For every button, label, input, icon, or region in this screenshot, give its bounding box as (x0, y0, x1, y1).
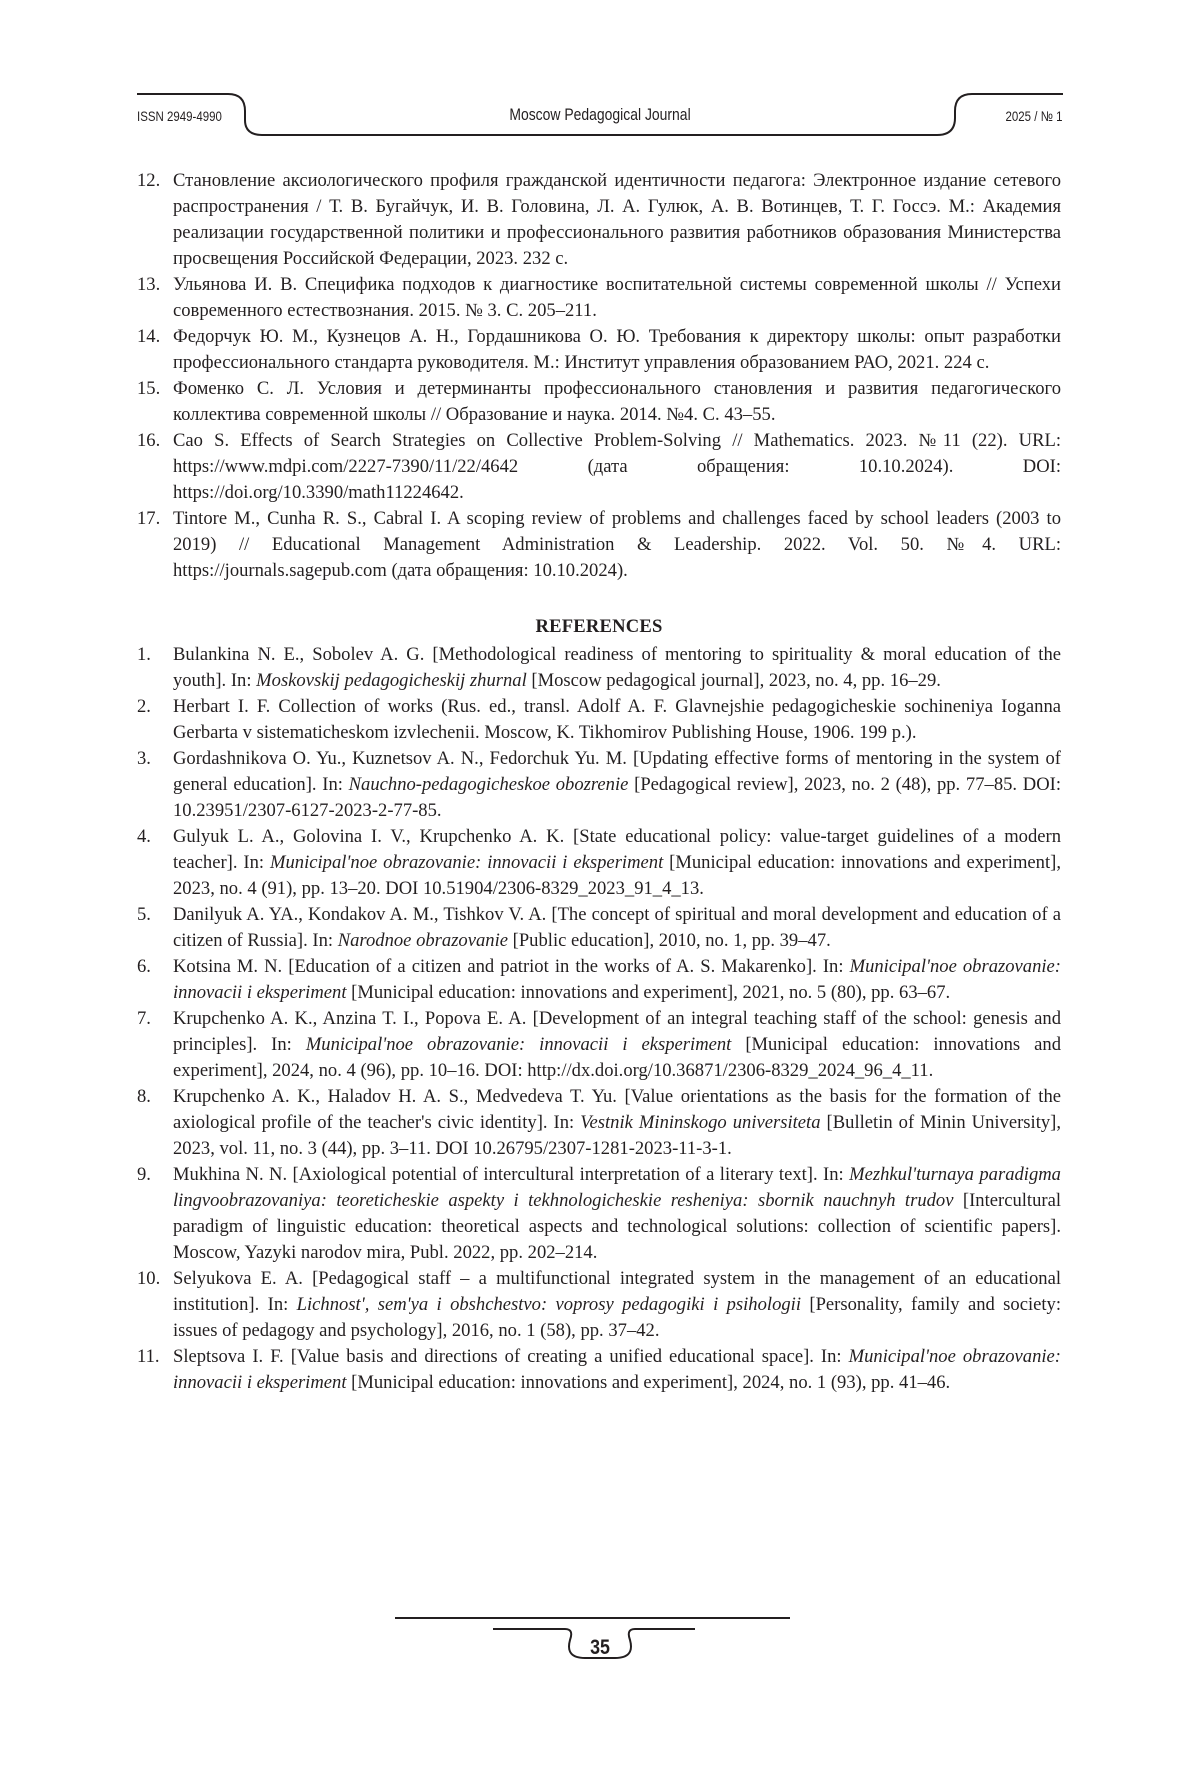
item-number: 14. (137, 324, 160, 350)
citation-text: [Intercultural paradigm of linguistic education: theoretical aspects and technological solutions: collection of scientific papers]. Moscow, Yazyki narodov mira, Publ. 2022, pp. 202–214. (173, 1190, 1061, 1263)
citation-text: [Municipal education: innovations and experiment], 2024, no. 4 (96), pp. 10–16. DOI: http://dx.doi.org/10.36871/2306-8329_2024_96_4_11. (173, 1034, 1061, 1081)
page-number: 35 (590, 1636, 610, 1660)
journal-title-italic: Nauchno-pedagogicheskoe obozrenie (349, 774, 629, 795)
reference-item (137, 954, 1061, 1006)
item-number: 13. (137, 272, 160, 298)
item-number: 6. (137, 954, 151, 980)
item-number: 15. (137, 376, 160, 402)
references-heading: REFERENCES (137, 614, 1061, 640)
journal-title-italic: Narodnoe obrazovanie (338, 930, 508, 951)
citation-text: [Municipal education: innovations and experiment], 2021, no. 5 (80), pp. 63–67. (347, 982, 951, 1003)
journal-title: Moscow Pedagogical Journal (509, 105, 690, 125)
citation-text: [Pedagogical review], 2023, no. 2 (48), pp. 77–85. DOI: 10.23951/2307-6127-2023-2-77-85. (173, 774, 1061, 821)
journal-title-italic: Municipal'noe obrazovanie: innovacii i eksperiment (173, 1346, 1061, 1393)
item-number: 16. (137, 428, 160, 454)
item-number: 12. (137, 168, 160, 194)
item-number: 7. (137, 1006, 151, 1032)
literature-item (137, 324, 1061, 376)
page-footer (0, 1600, 1200, 1680)
reference-item (137, 746, 1061, 824)
citation-text: Bulankina N. E., Sobolev A. G. [Methodological readiness of mentoring to spirituality & moral education of the youth]. In: (173, 644, 1061, 691)
citation-text: Sleptsova I. F. [Value basis and directions of creating a unified educational space]. In: (173, 1346, 849, 1367)
item-number: 5. (137, 902, 151, 928)
citation-text: Kotsina M. N. [Education of a citizen and patriot in the works of A. S. Makarenko]. In: (173, 956, 850, 977)
citation-text: [Personality, family and society: issues of pedagogy and psychology], 2016, no. 1 (58), pp. 37–42. (173, 1294, 1061, 1341)
reference-item (137, 902, 1061, 954)
item-number: 9. (137, 1162, 151, 1188)
citation-text: Федорчук Ю. М., Кузнецов А. Н., Гордашникова О. Ю. Требования к директору школы: опыт разработки профессионального стандарта руководителя. М.: Институт управления образованием РАО, 2021. 224 с. (173, 326, 1061, 373)
literature-item (137, 376, 1061, 428)
journal-title-italic: Lichnost', sem'ya i obshchestvo: voprosy pedagogiki i psihologii (297, 1294, 801, 1315)
citation-text: Фоменко С. Л. Условия и детерминанты профессионального становления и развития педагогического коллектива современной школы // Образование и наука. 2014. №4. С. 43–55. (173, 378, 1061, 425)
journal-title-italic: Vestnik Mininskogo universiteta (580, 1112, 820, 1133)
reference-item (137, 1084, 1061, 1162)
issue-label: 2025 / № 1 (1006, 108, 1063, 124)
reference-item (137, 1266, 1061, 1344)
reference-item (137, 1006, 1061, 1084)
item-number: 11. (137, 1344, 160, 1370)
item-number: 3. (137, 746, 151, 772)
citation-text: [Public education], 2010, no. 1, pp. 39–47. (508, 930, 831, 951)
citation-text: Herbart I. F. Collection of works (Rus. ed., transl. Adolf A. F. Glavnejshie pedagogicheskie sochineniya Ioganna Gerbarta v sistematicheskom izvlechenii. Moscow, K. Tikhomirov Publishing House, 1906. 199 p.). (173, 696, 1061, 743)
citation-text: Mukhina N. N. [Axiological potential of intercultural interpretation of a literary text]. In: (173, 1164, 849, 1185)
references-list (137, 642, 1061, 1396)
journal-title-italic: Municipal'noe obrazovanie: innovacii i eksperiment (173, 956, 1061, 1003)
issn-label: ISSN 2949-4990 (137, 108, 222, 124)
journal-page (0, 0, 1200, 1783)
citation-text: Tintore M., Cunha R. S., Cabral I. A scoping review of problems and challenges faced by school leaders (2003 to 2019) // Educational Management Administration & Leadership. 2022. Vol. 50. №4. URL: https://journals.sagepub.com (дата обращения: 10.10.2024). (173, 508, 1061, 581)
item-number: 2. (137, 694, 151, 720)
item-number: 17. (137, 506, 160, 532)
citation-text: Ульянова И. В. Специфика подходов к диагностике воспитательной системы современной школы // Успехи современного естествознания. 2015. № 3. С. 205–211. (173, 274, 1061, 321)
citation-text: Krupchenko A. K., Anzina T. I., Popova E. A. [Development of an integral teaching staff of the school: genesis and principles]. In: (173, 1008, 1061, 1055)
literature-item (137, 272, 1061, 324)
item-number: 1. (137, 642, 151, 668)
reference-item (137, 1344, 1061, 1396)
citation-text: Cao S. Effects of Search Strategies on Collective Problem-Solving // Mathematics. 2023. №11 (22). URL: https://www.mdpi.com/2227-7390/11/22/4642 (дата обращения: 10.10.2024). DOI: https://doi.org/10.3390/math11224642. (173, 430, 1061, 503)
citation-text: [Municipal education: innovations and experiment], 2023, no. 4 (91), pp. 13–20. DOI 10.51904/2306-8329_2023_91_4_13. (173, 852, 1061, 899)
citation-text: [Bulletin of Minin University], 2023, vol. 11, no. 3 (44), pp. 3–11. DOI 10.26795/2307-1281-2023-11-3-1. (173, 1112, 1061, 1159)
literature-item (137, 168, 1061, 272)
reference-item (137, 824, 1061, 902)
reference-item (137, 694, 1061, 746)
citation-text: Selyukova E. A. [Pedagogical staff – a multifunctional integrated system in the management of an educational institution]. In: (173, 1268, 1061, 1315)
citation-text: [Moscow pedagogical journal], 2023, no. 4, pp. 16–29. (527, 670, 941, 691)
running-header (0, 0, 1200, 150)
literature-list (137, 168, 1061, 584)
reference-item (137, 1162, 1061, 1266)
citation-text: Gordashnikova O. Yu., Kuznetsov A. N., Fedorchuk Yu. M. [Updating effective forms of mentoring in the system of general education]. In: (173, 748, 1061, 795)
citation-text: [Municipal education: innovations and experiment], 2024, no. 1 (93), pp. 41–46. (347, 1372, 951, 1393)
journal-title-italic: Moskovskij pedagogicheskij zhurnal (256, 670, 527, 691)
main-content (137, 168, 1061, 1396)
journal-title-italic: Municipal'noe obrazovanie: innovacii i eksperiment (270, 852, 663, 873)
citation-text: Danilyuk A. YA., Kondakov A. M., Tishkov V. A. [The concept of spiritual and moral development and education of a citizen of Russia]. In: (173, 904, 1061, 951)
literature-item (137, 506, 1061, 584)
citation-text: Krupchenko A. K., Haladov H. A. S., Medvedeva T. Yu. [Value orientations as the basis for the formation of the axiological profile of the teacher's civic identity]. In: (173, 1086, 1061, 1133)
journal-title-italic: Mezhkul'turnaya paradigma lingvoobrazovaniya: teoreticheskie aspekty i tekhnologicheskie resheniya: sbornik nauchnyh trudov (173, 1164, 1061, 1211)
citation-text: Становление аксиологического профиля гражданской идентичности педагога: Электронное издание сетевого распространения / Т. В. Бугайчук, И. В. Головина, Л. А. Гулюк, А. В. Вотинцев, Т. Г. Госсэ. М.: Академия реализации государственной политики и профессионального развития работников образования Министерства просвещения Российской Федерации, 2023. 232 с. (173, 170, 1061, 269)
literature-item (137, 428, 1061, 506)
header-frame (0, 0, 1200, 150)
reference-item (137, 642, 1061, 694)
citation-text: Gulyuk L. A., Golovina I. V., Krupchenko A. K. [State educational policy: value-target guidelines of a modern teacher]. In: (173, 826, 1061, 873)
item-number: 10. (137, 1266, 160, 1292)
journal-title-italic: Municipal'noe obrazovanie: innovacii i eksperiment (306, 1034, 732, 1055)
item-number: 4. (137, 824, 151, 850)
item-number: 8. (137, 1084, 151, 1110)
